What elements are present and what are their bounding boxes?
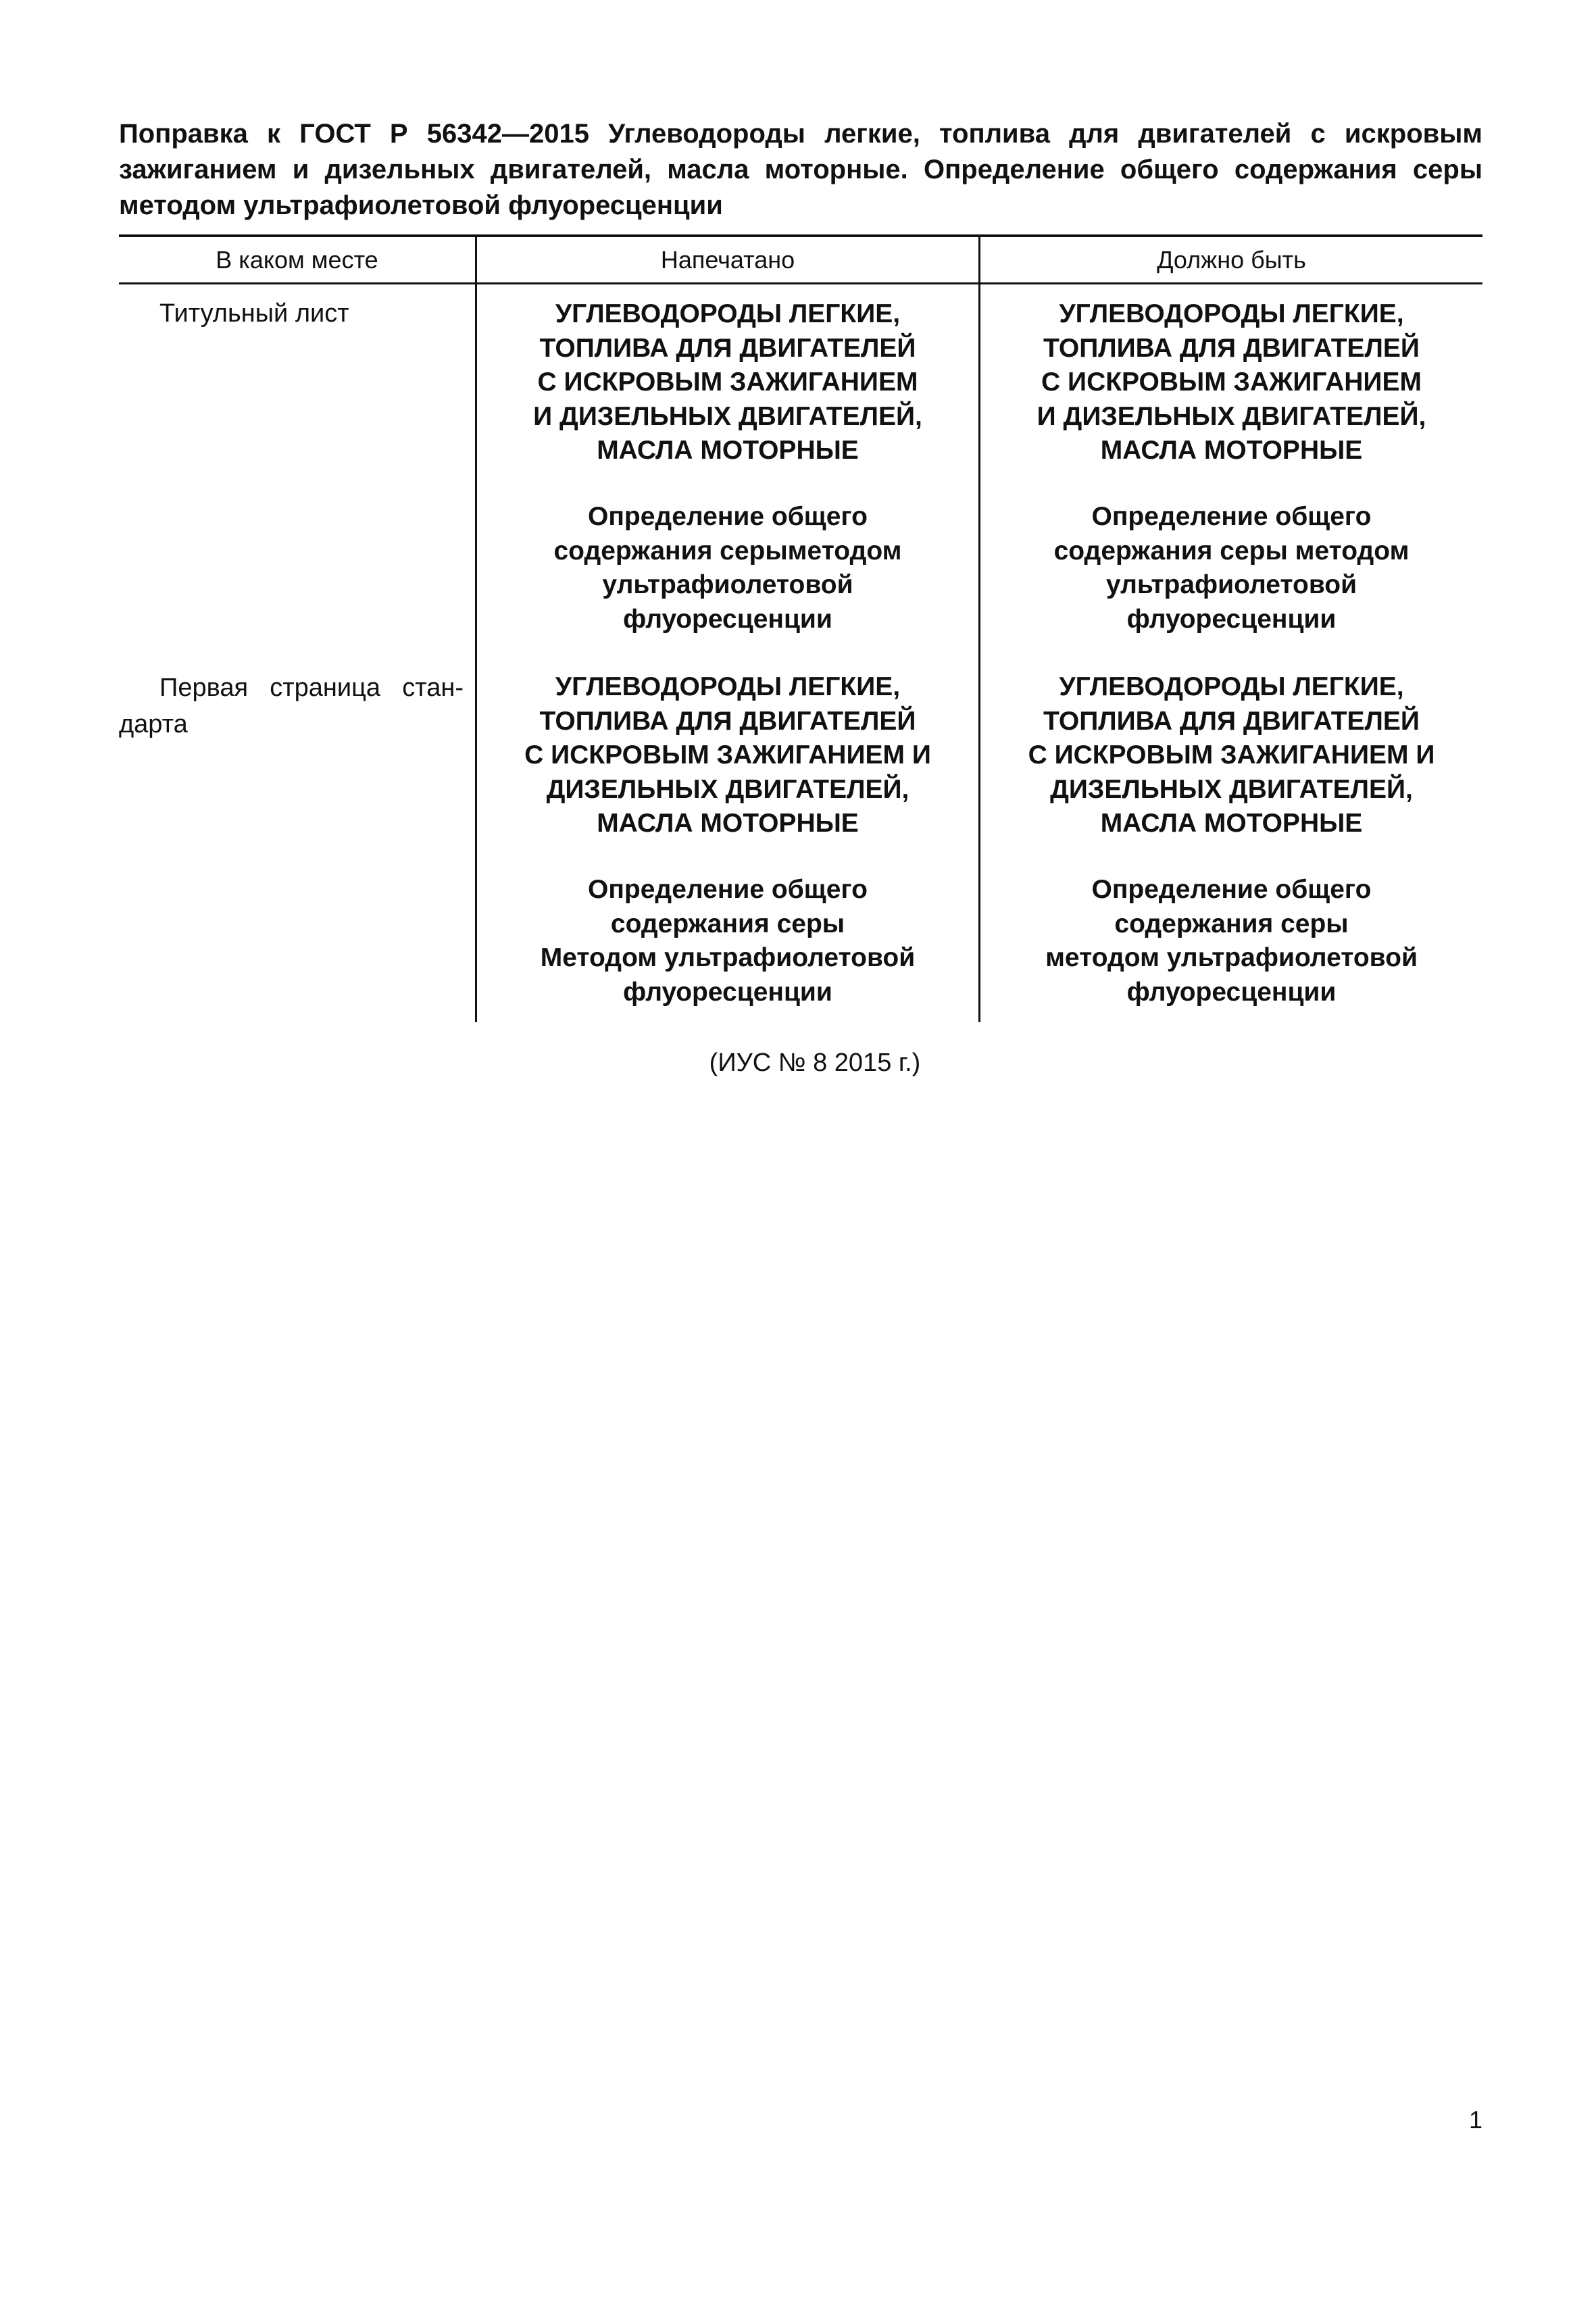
- text-line: методом ультрафиолетовой: [1045, 943, 1418, 972]
- printed-subheading: [477, 873, 978, 1009]
- printed-subheading: [477, 500, 978, 636]
- header-correct: Должно быть: [1157, 245, 1306, 274]
- text-line: содержания серы: [1114, 909, 1349, 938]
- text-line: ультрафиолетовой: [602, 570, 853, 599]
- text-line: УГЛЕВОДОРОДЫ ЛЕГКИЕ,: [555, 672, 901, 701]
- text-line: МАСЛА МОТОРНЫЕ: [597, 809, 859, 838]
- text-line: Определение общего: [1091, 502, 1372, 531]
- printed-heading: [477, 670, 978, 841]
- text-line: содержания серы методом: [1053, 536, 1410, 565]
- header-printed: Напечатано: [660, 245, 795, 274]
- text-line: И ДИЗЕЛЬНЫХ ДВИГАТЕЛЕЙ,: [533, 401, 922, 431]
- text-line: Определение общего: [1091, 875, 1372, 904]
- correct-subheading: [980, 500, 1482, 636]
- page-number: 1: [1468, 2106, 1482, 2134]
- text-line: Определение общего: [588, 502, 868, 531]
- header-place: В каком месте: [216, 245, 378, 274]
- text-line: флуоресценции: [1126, 604, 1337, 634]
- text-line: Методом ультрафиолетовой: [540, 943, 916, 972]
- correct-subheading: [980, 873, 1482, 1009]
- document-title: Поправка к ГОСТ Р 56342—2015 Углеводороды легкие, топлива для двигателей с искровым зажиганием и дизельных двигателей, масла моторные. Определение общего содержания серы методом ультрафиолетовой флуоресценции: [119, 119, 1482, 220]
- text-line: флуоресценции: [623, 977, 832, 1007]
- text-line: Определение общего: [588, 875, 868, 904]
- source-note: (ИУС № 8 2015 г.): [709, 1049, 921, 1077]
- text-line: МАСЛА МОТОРНЫЕ: [1100, 809, 1363, 838]
- text-line: флуоресценции: [1126, 977, 1337, 1007]
- text-line: МАСЛА МОТОРНЫЕ: [1100, 436, 1363, 465]
- text-line: С ИСКРОВЫМ ЗАЖИГАНИЕМ И: [524, 740, 931, 770]
- text-line: УГЛЕВОДОРОДЫ ЛЕГКИЕ,: [1059, 299, 1404, 328]
- text-line: содержания серыметодом: [553, 536, 902, 565]
- table-header-rule: [119, 282, 1482, 284]
- text-line: ДИЗЕЛЬНЫХ ДВИГАТЕЛЕЙ,: [1050, 774, 1413, 804]
- text-line: И ДИЗЕЛЬНЫХ ДВИГАТЕЛЕЙ,: [1037, 401, 1426, 431]
- text-line: С ИСКРОВЫМ ЗАЖИГАНИЕМ И: [1028, 740, 1435, 770]
- text-line: ТОПЛИВА ДЛЯ ДВИГАТЕЛЕЙ: [539, 333, 916, 363]
- text-line: УГЛЕВОДОРОДЫ ЛЕГКИЕ,: [1059, 672, 1404, 701]
- text-line: ультрафиолетовой: [1105, 570, 1357, 599]
- text-line: С ИСКРОВЫМ ЗАЖИГАНИЕМ: [1041, 368, 1422, 397]
- correct-heading: [980, 297, 1482, 468]
- text-line: ТОПЛИВА ДЛЯ ДВИГАТЕЛЕЙ: [1043, 706, 1420, 736]
- row-place-title-page: Титульный лист: [159, 299, 349, 328]
- correct-heading: [980, 670, 1482, 841]
- text-line: С ИСКРОВЫМ ЗАЖИГАНИЕМ: [537, 368, 918, 397]
- row-place-first-page: Первая страница стан-дарта: [119, 674, 464, 738]
- text-line: УГЛЕВОДОРОДЫ ЛЕГКИЕ,: [555, 299, 901, 328]
- printed-heading: [477, 297, 978, 468]
- text-line: ТОПЛИВА ДЛЯ ДВИГАТЕЛЕЙ: [1043, 333, 1420, 363]
- text-line: ТОПЛИВА ДЛЯ ДВИГАТЕЛЕЙ: [539, 706, 916, 736]
- text-line: содержания серы: [610, 909, 845, 938]
- text-line: МАСЛА МОТОРНЫЕ: [597, 436, 859, 465]
- text-line: ДИЗЕЛЬНЫХ ДВИГАТЕЛЕЙ,: [546, 774, 909, 804]
- text-line: флуоресценции: [623, 604, 832, 634]
